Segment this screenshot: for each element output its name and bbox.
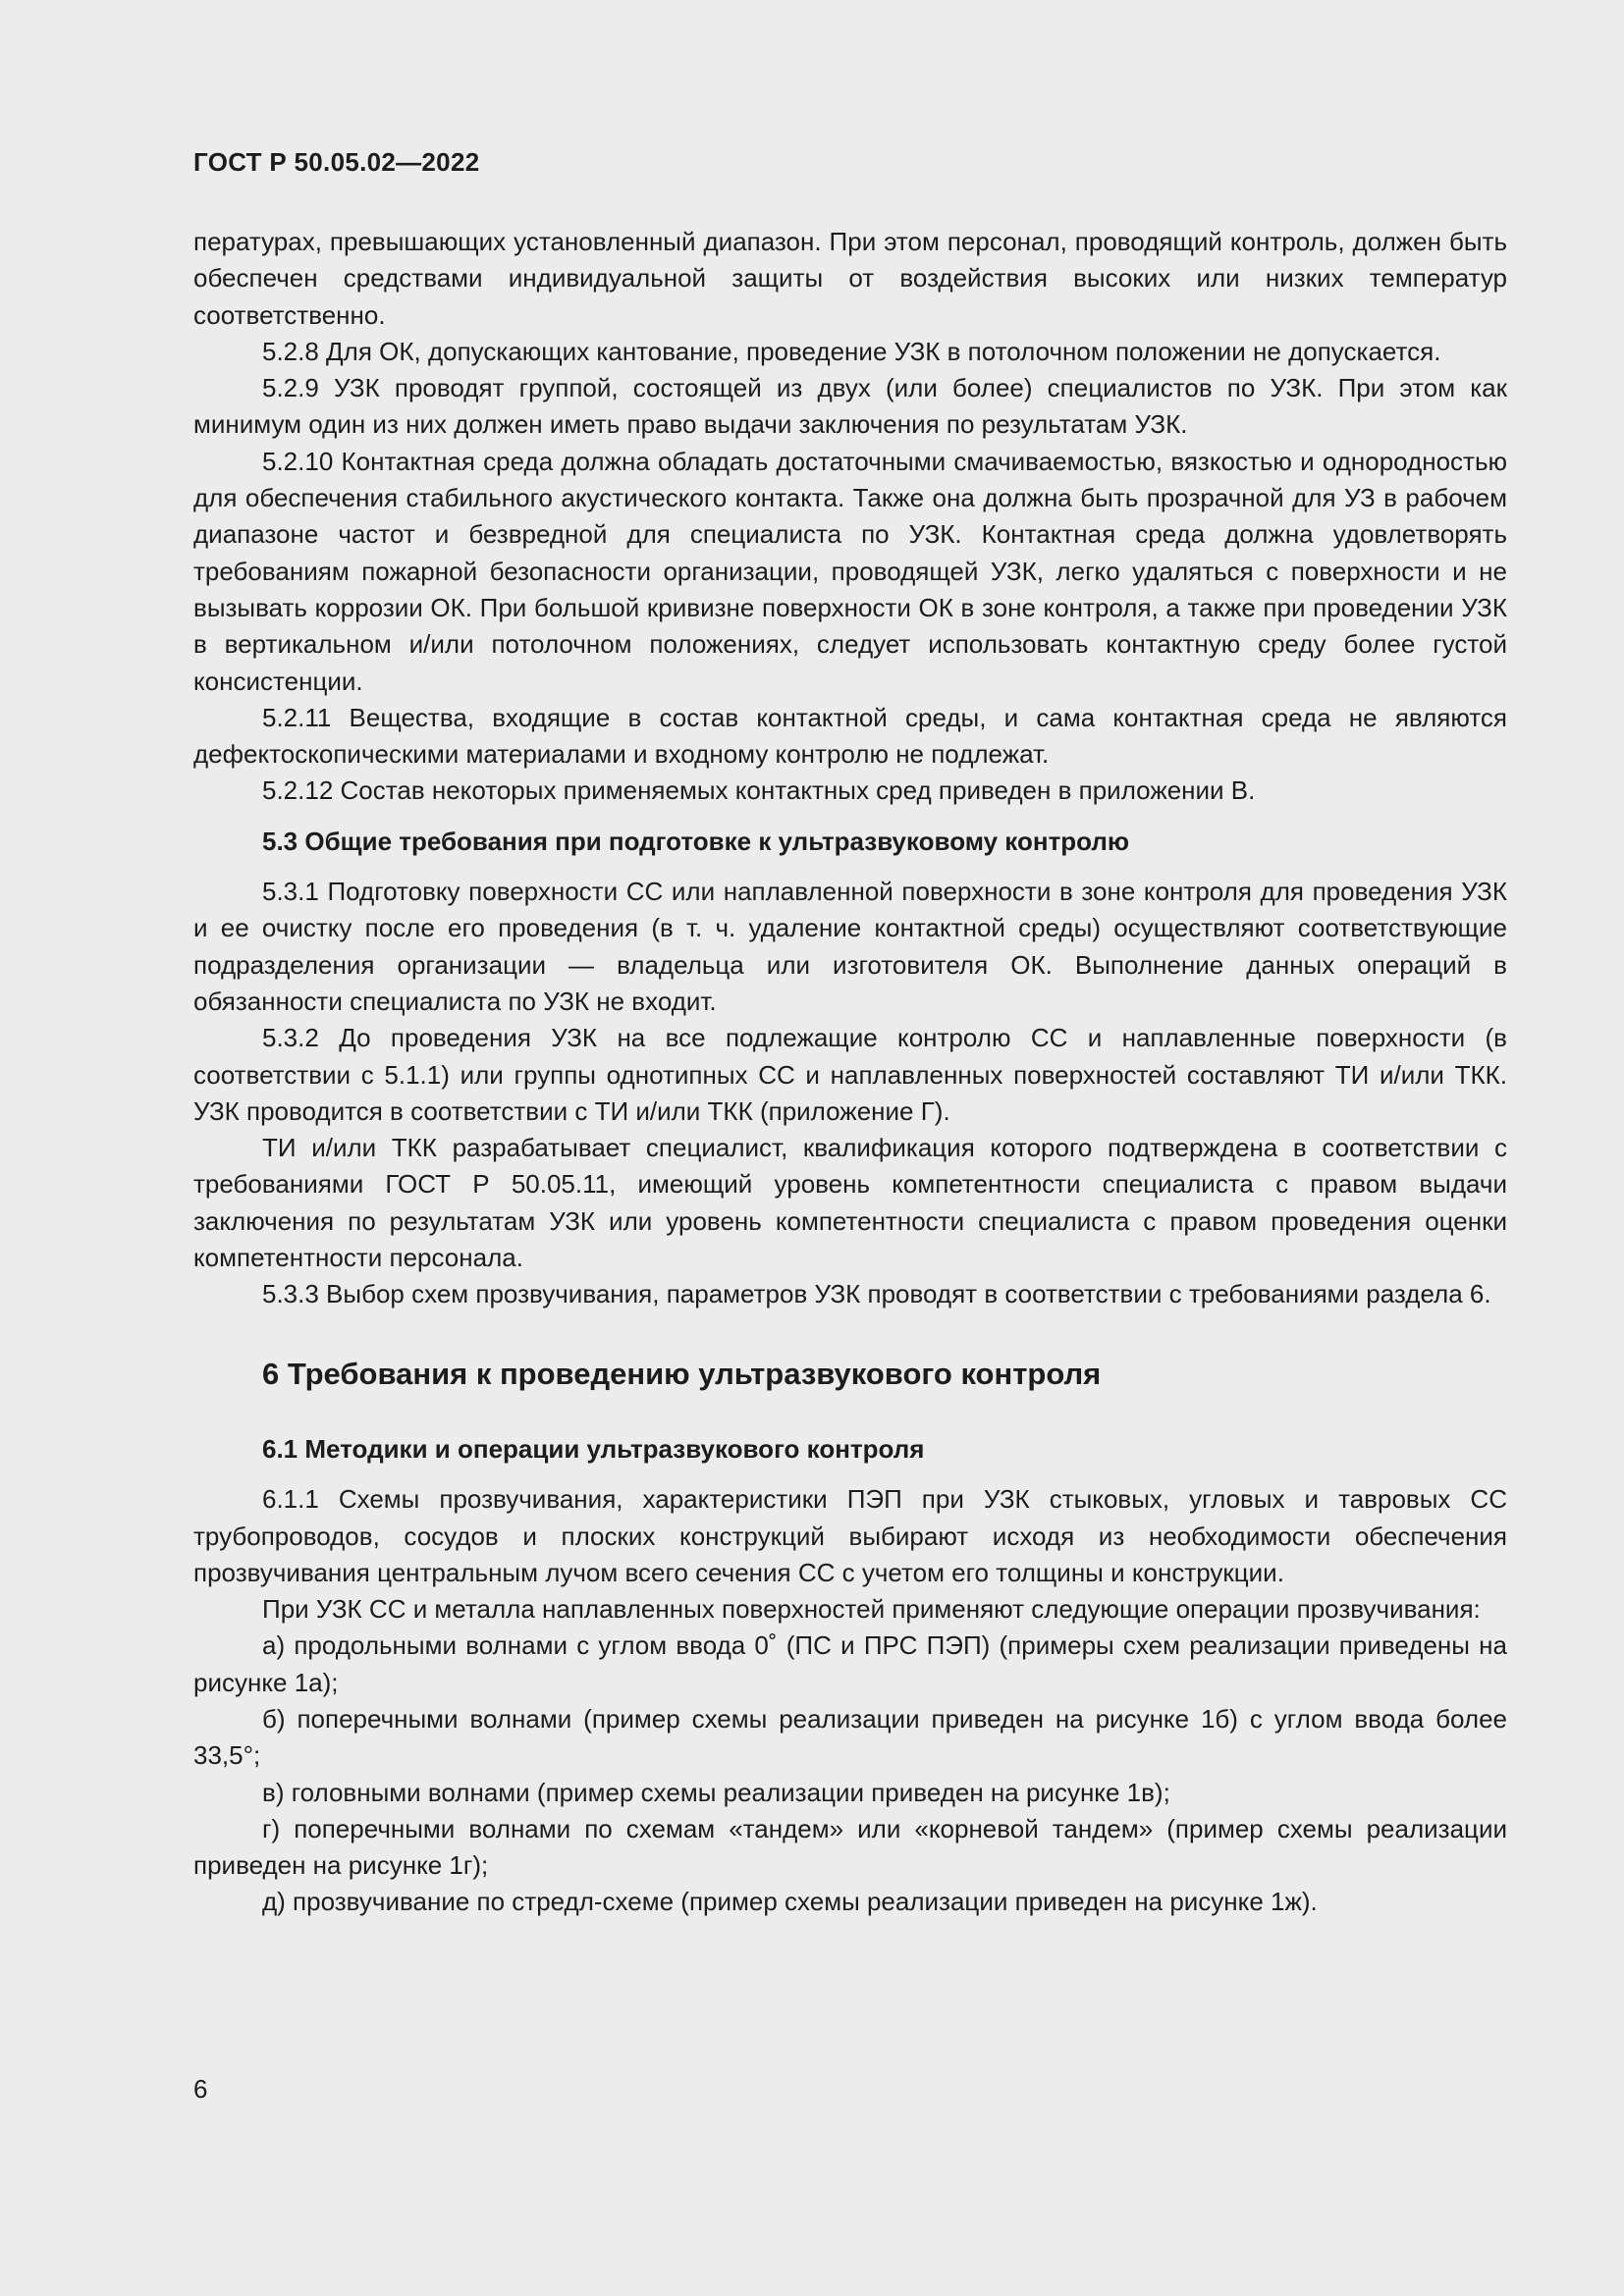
clause-5-2-11: 5.2.11 Вещества, входящие в состав контактной среды, и сама контактная среда не являются дефектоскопическими материалами и входному контролю не подлежат. [193, 702, 1507, 770]
list-item-d: д) прозвучивание по стредл-схеме (пример схемы реализации приведен на рисунке 1ж). [262, 1887, 1318, 1917]
clause-5-2-12: 5.2.12 Состав некоторых применяемых контактных сред приведен в приложении В. [262, 775, 1256, 806]
clause-5-2-10: 5.2.10 Контактная среда должна обладать достаточными смачиваемостью, вязкостью и однородностью для обеспечения стабильного акустического контакта. Также она должна быть прозрачной для УЗ в рабочем диапазоне частот и безвредной для специалиста по УЗК. Контактная среда должна удовлетворять требованиям пожарной безопасности организации, проводящей УЗК, легко удаляться с поверхности и не вызывать коррозии ОК. При большой кривизне поверхности ОК в зоне контроля, а также при проведении УЗК в вертикальном и/или потолочном положениях, следует использовать контактную среду более густой консистенции. [193, 446, 1507, 696]
clause-5-3-1: 5.3.1 Подготовку поверхности СС или наплавленной поверхности в зоне контроля для проведения УЗК и ее очистку после его проведения (в т. ч. удаление контактной среды) осуществляют соответствующие подразделения организации — владельца или изготовителя ОК. Выполнение данных операций в обязанности специалиста по УЗК не входит. [193, 877, 1507, 1016]
list-item-g: г) поперечными волнами по схемам «тандем» или «корневой тандем» (пример схемы реализации приведен на рисунке 1г); [193, 1813, 1507, 1881]
paragraph-operations-intro: При УЗК СС и металла наплавленных поверхностей применяют следующие операции прозвучивания: [262, 1594, 1481, 1625]
clause-5-3-2-continued: ТИ и/или ТКК разрабатывает специалист, квалификация которого подтверждена в соответствии с требованиями ГОСТ Р 50.05.11, имеющий уровень компетентности специалиста с правом выдачи заключения по результатам УЗК или уровень компетентности специалиста с правом проведения оценки компетентности персонала. [193, 1133, 1507, 1273]
list-item-v: в) головными волнами (пример схемы реализации приведен на рисунке 1в); [262, 1777, 1170, 1807]
list-item-b: б) поперечными волнами (пример схемы реализации приведен на рисунке 1б) с углом ввода более 33,5°; [193, 1703, 1507, 1771]
clause-6-1-1: 6.1.1 Схемы прозвучивания, характеристики ПЭП при УЗК стыковых, угловых и тавровых СС трубопроводов, сосудов и плоских конструкций выбирают исходя из необходимости обеспечения прозвучивания центральным лучом всего сечения СС с учетом его толщины и конструкции. [193, 1484, 1507, 1587]
clause-5-3-2: 5.3.2 До проведения УЗК на все подлежащие контролю СС и наплавленные поверхности (в соответствии с 5.1.1) или группы однотипных СС и наплавленных поверхностей составляют ТИ и/или ТКК. УЗК проводится в соответствии с ТИ и/или ТКК (приложение Г). [193, 1023, 1507, 1126]
subsection-heading-5-3: 5.3 Общие требования при подготовке к ультразвуковому контролю [262, 826, 1130, 856]
document-header-id: ГОСТ Р 50.05.02—2022 [193, 147, 480, 177]
clause-5-3-3: 5.3.3 Выбор схем прозвучивания, параметров УЗК проводят в соответствии с требованиями раздела 6. [262, 1279, 1491, 1309]
section-heading-6: 6 Требования к проведению ультразвукового контроля [262, 1356, 1102, 1391]
page-number: 6 [193, 2074, 208, 2104]
paragraph-continuation: пературах, превышающих установленный диапазон. При этом персонал, проводящий контроль, должен быть обеспечен средствами индивидуальной защиты от воздействия высоких или низких температур соответственно. [193, 227, 1507, 330]
clause-5-2-8: 5.2.8 Для ОК, допускающих кантование, проведение УЗК в потолочном положении не допускается. [262, 336, 1441, 366]
clause-5-2-9: 5.2.9 УЗК проводят группой, состоящей из двух (или более) специалистов по УЗК. При этом как минимум один из них должен иметь право выдачи заключения по результатам УЗК. [193, 373, 1507, 440]
list-item-a: а) продольными волнами с углом ввода 0˚ (ПС и ПРС ПЭП) (примеры схем реализации приведены на рисунке 1а); [193, 1630, 1507, 1697]
subsection-heading-6-1: 6.1 Методики и операции ультразвукового контроля [262, 1433, 925, 1464]
document-body [193, 224, 1507, 1921]
